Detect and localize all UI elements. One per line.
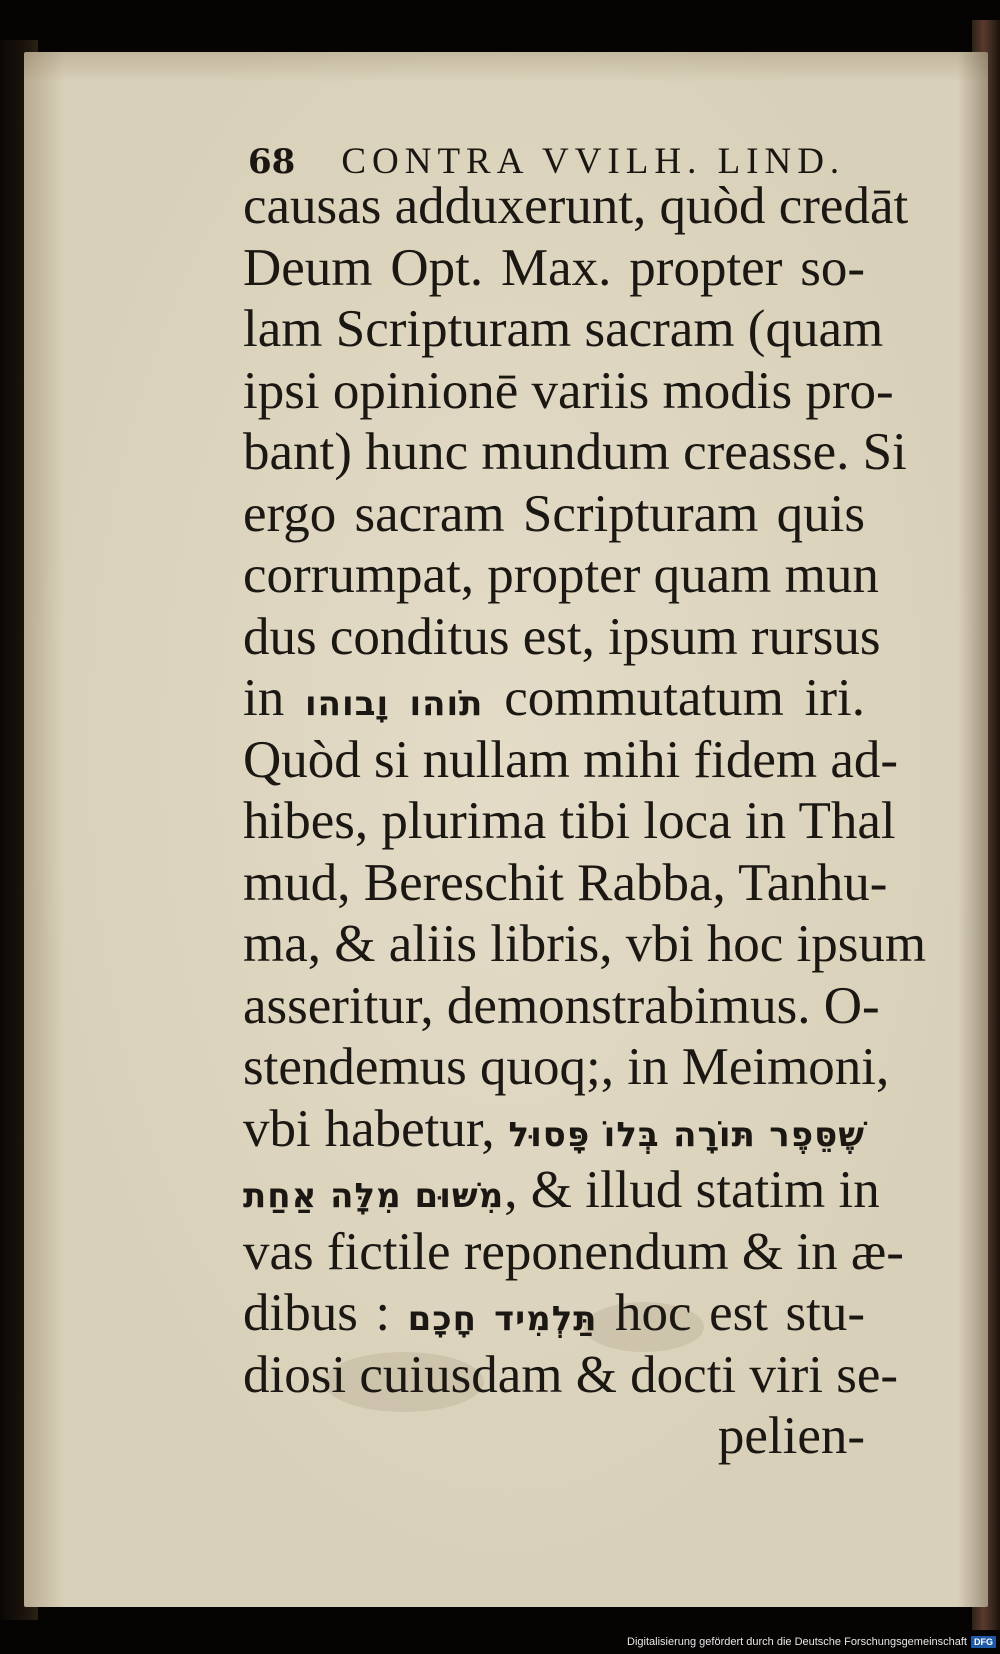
text-fragment: vbi habetur, <box>243 1099 495 1158</box>
text-line: hibes, plurima tibi loca in Thal <box>243 792 896 850</box>
text-line: causas adduxerunt, quòd credāt <box>243 177 909 235</box>
text-line: corrumpat, propter quam mun <box>243 546 879 604</box>
hebrew-phrase-talmid-chacham: תַּלְמִיד חָכָם <box>407 1299 598 1339</box>
text-fragment: , & illud statim in <box>504 1161 880 1219</box>
text-line-mixed <box>243 668 865 730</box>
text-fragment: hoc est stu- <box>615 1284 866 1342</box>
text-fragment: commutatum iri. <box>504 669 866 727</box>
hebrew-phrase-mishum-milah: מִשּׁוּם מִלָּה אַחַת <box>243 1176 505 1216</box>
text-line: Quòd si nullam mihi fidem ad- <box>243 730 899 789</box>
text-line: lam Scripturam sacram (quam <box>243 300 884 358</box>
text-line-mixed <box>243 1099 865 1161</box>
hebrew-phrase-sefer-torah: שֶׁסֵּפֶר תּוֹרָה בְּלוֹ פָּסוּל <box>508 1114 865 1155</box>
dfg-logo[interactable]: DFG <box>971 1636 996 1648</box>
text-line: ipsi opinionē variis modis pro- <box>243 361 894 420</box>
text-fragment: in <box>243 669 285 727</box>
hebrew-phrase-tohu-vavohu: תֹוהו וָבוהו <box>305 684 484 724</box>
text-line: stendemus quoq;, in Meimoni, <box>243 1038 890 1096</box>
digitization-credit <box>627 1634 996 1650</box>
text-line: ergo sacram Scripturam quis <box>243 484 865 543</box>
text-line: ma, & aliis libris, vbi hoc ipsum <box>243 915 927 973</box>
body-text <box>243 176 927 1468</box>
text-line: diosi cuiusdam & docti viri se- <box>243 1345 899 1404</box>
text-line-mixed <box>243 1283 865 1345</box>
credit-text: Digitalisierung gefördert durch die Deutsche Forschungsgemeinschaft <box>627 1636 967 1648</box>
text-line: Deum Opt. Max. propter so- <box>243 238 865 297</box>
text-line: dus conditus est, ipsum rursus <box>243 607 881 666</box>
text-fragment: dibus : <box>243 1284 391 1342</box>
text-line: asseritur, demonstrabimus. O- <box>243 976 880 1035</box>
text-line-mixed <box>243 1160 880 1222</box>
text-line: mud, Bereschit Rabba, Tanhu- <box>243 853 888 912</box>
text-line: vas fictile reponendum & in æ- <box>243 1222 904 1281</box>
text-line: bant) hunc mundum creasse. Si <box>243 423 907 481</box>
catchword: pelien- <box>717 1407 865 1465</box>
running-title: CONTRA VVILH. LIND. <box>341 141 846 182</box>
page-number: 68 <box>248 142 296 182</box>
